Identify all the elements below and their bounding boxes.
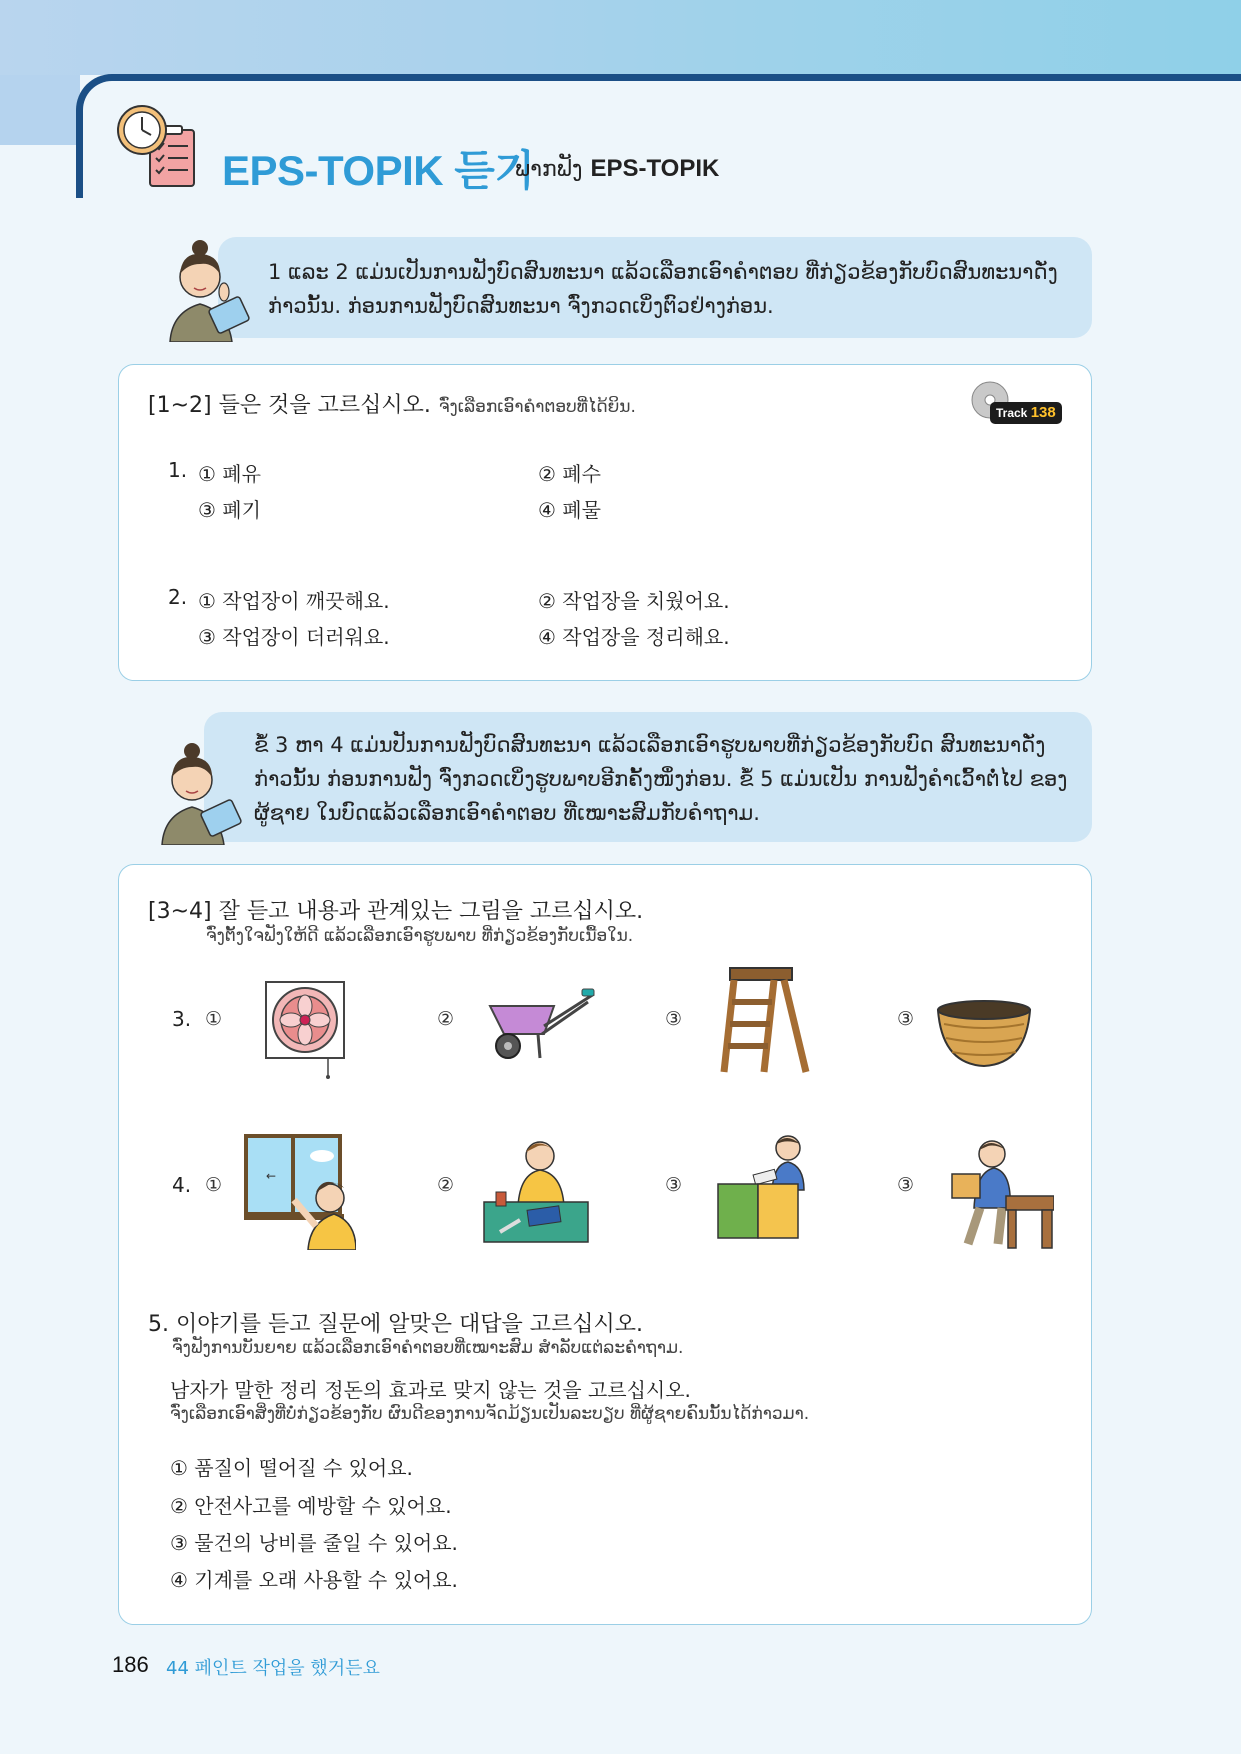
question-2-number: 2. bbox=[168, 585, 188, 609]
q4-label-1[interactable]: ① bbox=[205, 1174, 223, 1196]
question-1-number: 1. bbox=[168, 458, 188, 482]
q2-option-2[interactable]: ② 작업장을 치웠어요. bbox=[538, 589, 730, 613]
q1-option-1[interactable]: ① 폐유 bbox=[198, 462, 261, 486]
section1-heading bbox=[148, 388, 636, 419]
q2-option-4[interactable]: ④ 작업장을 정리해요. bbox=[538, 625, 730, 649]
question-5-prompt: 남자가 말한 정리 정돈의 효과로 맞지 않는 것을 고르십시오. bbox=[170, 1378, 691, 1402]
subtitle-en: EPS-TOPIK bbox=[590, 155, 720, 182]
clock-checklist-icon bbox=[116, 104, 204, 192]
carrying-box-icon[interactable] bbox=[948, 1138, 1054, 1250]
section2-heading-lao: ຈົ່ງຕັ້ງໃຈຟັງໃຫ້ດີ ແລ້ວເລືອກເອົາຮູບພາບ ທີ່ກ່ຽວຂ້ອງກັບເນື້ອໃນ. bbox=[206, 926, 634, 946]
q1-option-4[interactable]: ④ 폐물 bbox=[538, 498, 601, 522]
top-left-block bbox=[0, 75, 80, 145]
stepladder-icon[interactable] bbox=[718, 964, 812, 1076]
question-4-number: 4. bbox=[172, 1173, 192, 1197]
lesson-title: 44 페인트 작업을 했거든요 bbox=[166, 1658, 380, 1679]
cleaning-desk-icon[interactable] bbox=[480, 1136, 592, 1250]
question-5-heading-lao: ຈົ່ງຟັງການບັນຍາຍ ແລ້ວເລືອກເອົາຄຳຕອບທີ່ເໝາະສົມ ສຳລັບແຕ່ລະຄຳຖາມ. bbox=[172, 1338, 684, 1358]
q3-label-2[interactable]: ② bbox=[437, 1008, 455, 1030]
q5-option-2[interactable]: ② 안전사고를 예방할 수 있어요. bbox=[170, 1494, 452, 1518]
question-3-number: 3. bbox=[172, 1007, 192, 1031]
q3-label-1[interactable]: ① bbox=[205, 1008, 223, 1030]
top-color-band bbox=[0, 0, 1241, 75]
q5-option-1[interactable]: ① 품질이 떨어질 수 있어요. bbox=[170, 1456, 413, 1480]
basket-icon[interactable] bbox=[934, 998, 1034, 1070]
track-label: Track bbox=[996, 406, 1028, 420]
page-title: EPS-TOPIK 듣기 bbox=[222, 147, 535, 194]
q1-option-3[interactable]: ③ 폐기 bbox=[198, 498, 261, 522]
q1-option-2[interactable]: ② 폐수 bbox=[538, 462, 601, 486]
wiping-window-icon[interactable] bbox=[244, 1134, 356, 1250]
instruction-text-1: 1 ແລະ 2 ແມ່ນເປັນການຟັງບົດສົນທະນາ ແລ້ວເລືອກເອົາຄຳຕອບ ທີ່ກ່ຽວຂ້ອງກັບບົດສົນທະນາດັ່ງກ່າວນັ້ນ. ກ່ອນການຟັງບົດສົນທະນາ ຈົ່ງກວດເບິ່ງຕົວຢ່າງກ່ອນ. bbox=[268, 260, 1058, 318]
teacher-illustration-icon bbox=[152, 733, 252, 845]
q2-option-3[interactable]: ③ 작업장이 더러워요. bbox=[198, 625, 390, 649]
q5-option-4[interactable]: ④ 기계를 오래 사용할 수 있어요. bbox=[170, 1568, 458, 1592]
q4-label-2[interactable]: ② bbox=[437, 1174, 455, 1196]
ventilation-fan-icon[interactable] bbox=[262, 978, 352, 1080]
instruction-bubble-2 bbox=[204, 712, 1092, 842]
section1-heading-lao: ຈົ່ງເລືອກເອົາຄຳຕອບທີ່ໄດ້ຍິນ. bbox=[438, 397, 636, 417]
instruction-bubble-1 bbox=[218, 237, 1092, 338]
wheelbarrow-icon[interactable] bbox=[482, 986, 600, 1064]
q4-label-3[interactable]: ③ bbox=[665, 1174, 683, 1196]
q3-label-4[interactable]: ③ bbox=[897, 1008, 915, 1030]
svg-text:←: ← bbox=[266, 1169, 277, 1183]
track-badge[interactable] bbox=[990, 402, 1062, 424]
teacher-illustration-icon bbox=[160, 232, 260, 342]
page-number: 186 bbox=[112, 1652, 149, 1677]
q3-label-3[interactable]: ③ bbox=[665, 1008, 683, 1030]
subtitle-lao: ພາກຟັງ bbox=[515, 157, 583, 182]
instruction-text-2: ຂໍ້ 3 ຫາ 4 ແມ່ນປັນການຟັງບົດສົນທະນາ ແລ້ວເລືອກເອົາຮູບພາບທີ່ກ່ຽວຂ້ອງກັບບົດ ສົນທະນາດັ່ງກ່າວນັ້ນ ກ່ອນການຟັງ ຈົ່ງກວດເບິ່ງຮູບພາບອີກຄັ້ງໜຶ່ງກ່ອນ. ຂໍ້ 5 ແມ່ນເປັນ ການຟັງຄຳເວົ້າຕໍ່ໄປ ຂອງຜູ້ຊາຍ ໃນບົດແລ້ວເລືອກເອົາຄຳຕອບ ທີ່ເໝາະສົມກັບຄຳຖາມ. bbox=[254, 733, 1068, 825]
question-5-prompt-lao: ຈົ່ງເລືອກເອົາສິ່ງທີ່ບໍ່ກ່ຽວຂ້ອງກັບ ຜົນດີຂອງການຈັດມ້ຽນເປັນລະບຽບ ທີ່ຜູ້ຊາຍຄົນນັ້ນໄດ້ກ່າວມາ. bbox=[170, 1404, 810, 1424]
track-number: 138 bbox=[1030, 404, 1056, 421]
page-subtitle bbox=[515, 154, 719, 183]
q4-label-4[interactable]: ③ bbox=[897, 1174, 915, 1196]
section1-heading-ko: [1~2] 들은 것을 고르십시오. bbox=[148, 393, 431, 418]
sorting-recycling-icon[interactable] bbox=[716, 1134, 806, 1240]
q5-option-3[interactable]: ③ 물건의 낭비를 줄일 수 있어요. bbox=[170, 1531, 458, 1555]
q2-option-1[interactable]: ① 작업장이 깨끗해요. bbox=[198, 589, 390, 613]
section2-heading: [3~4] 잘 듣고 내용과 관계있는 그림을 고르십시오. bbox=[148, 899, 644, 924]
question-5-heading: 5. 이야기를 듣고 질문에 알맞은 대답을 고르십시오. bbox=[148, 1312, 643, 1337]
